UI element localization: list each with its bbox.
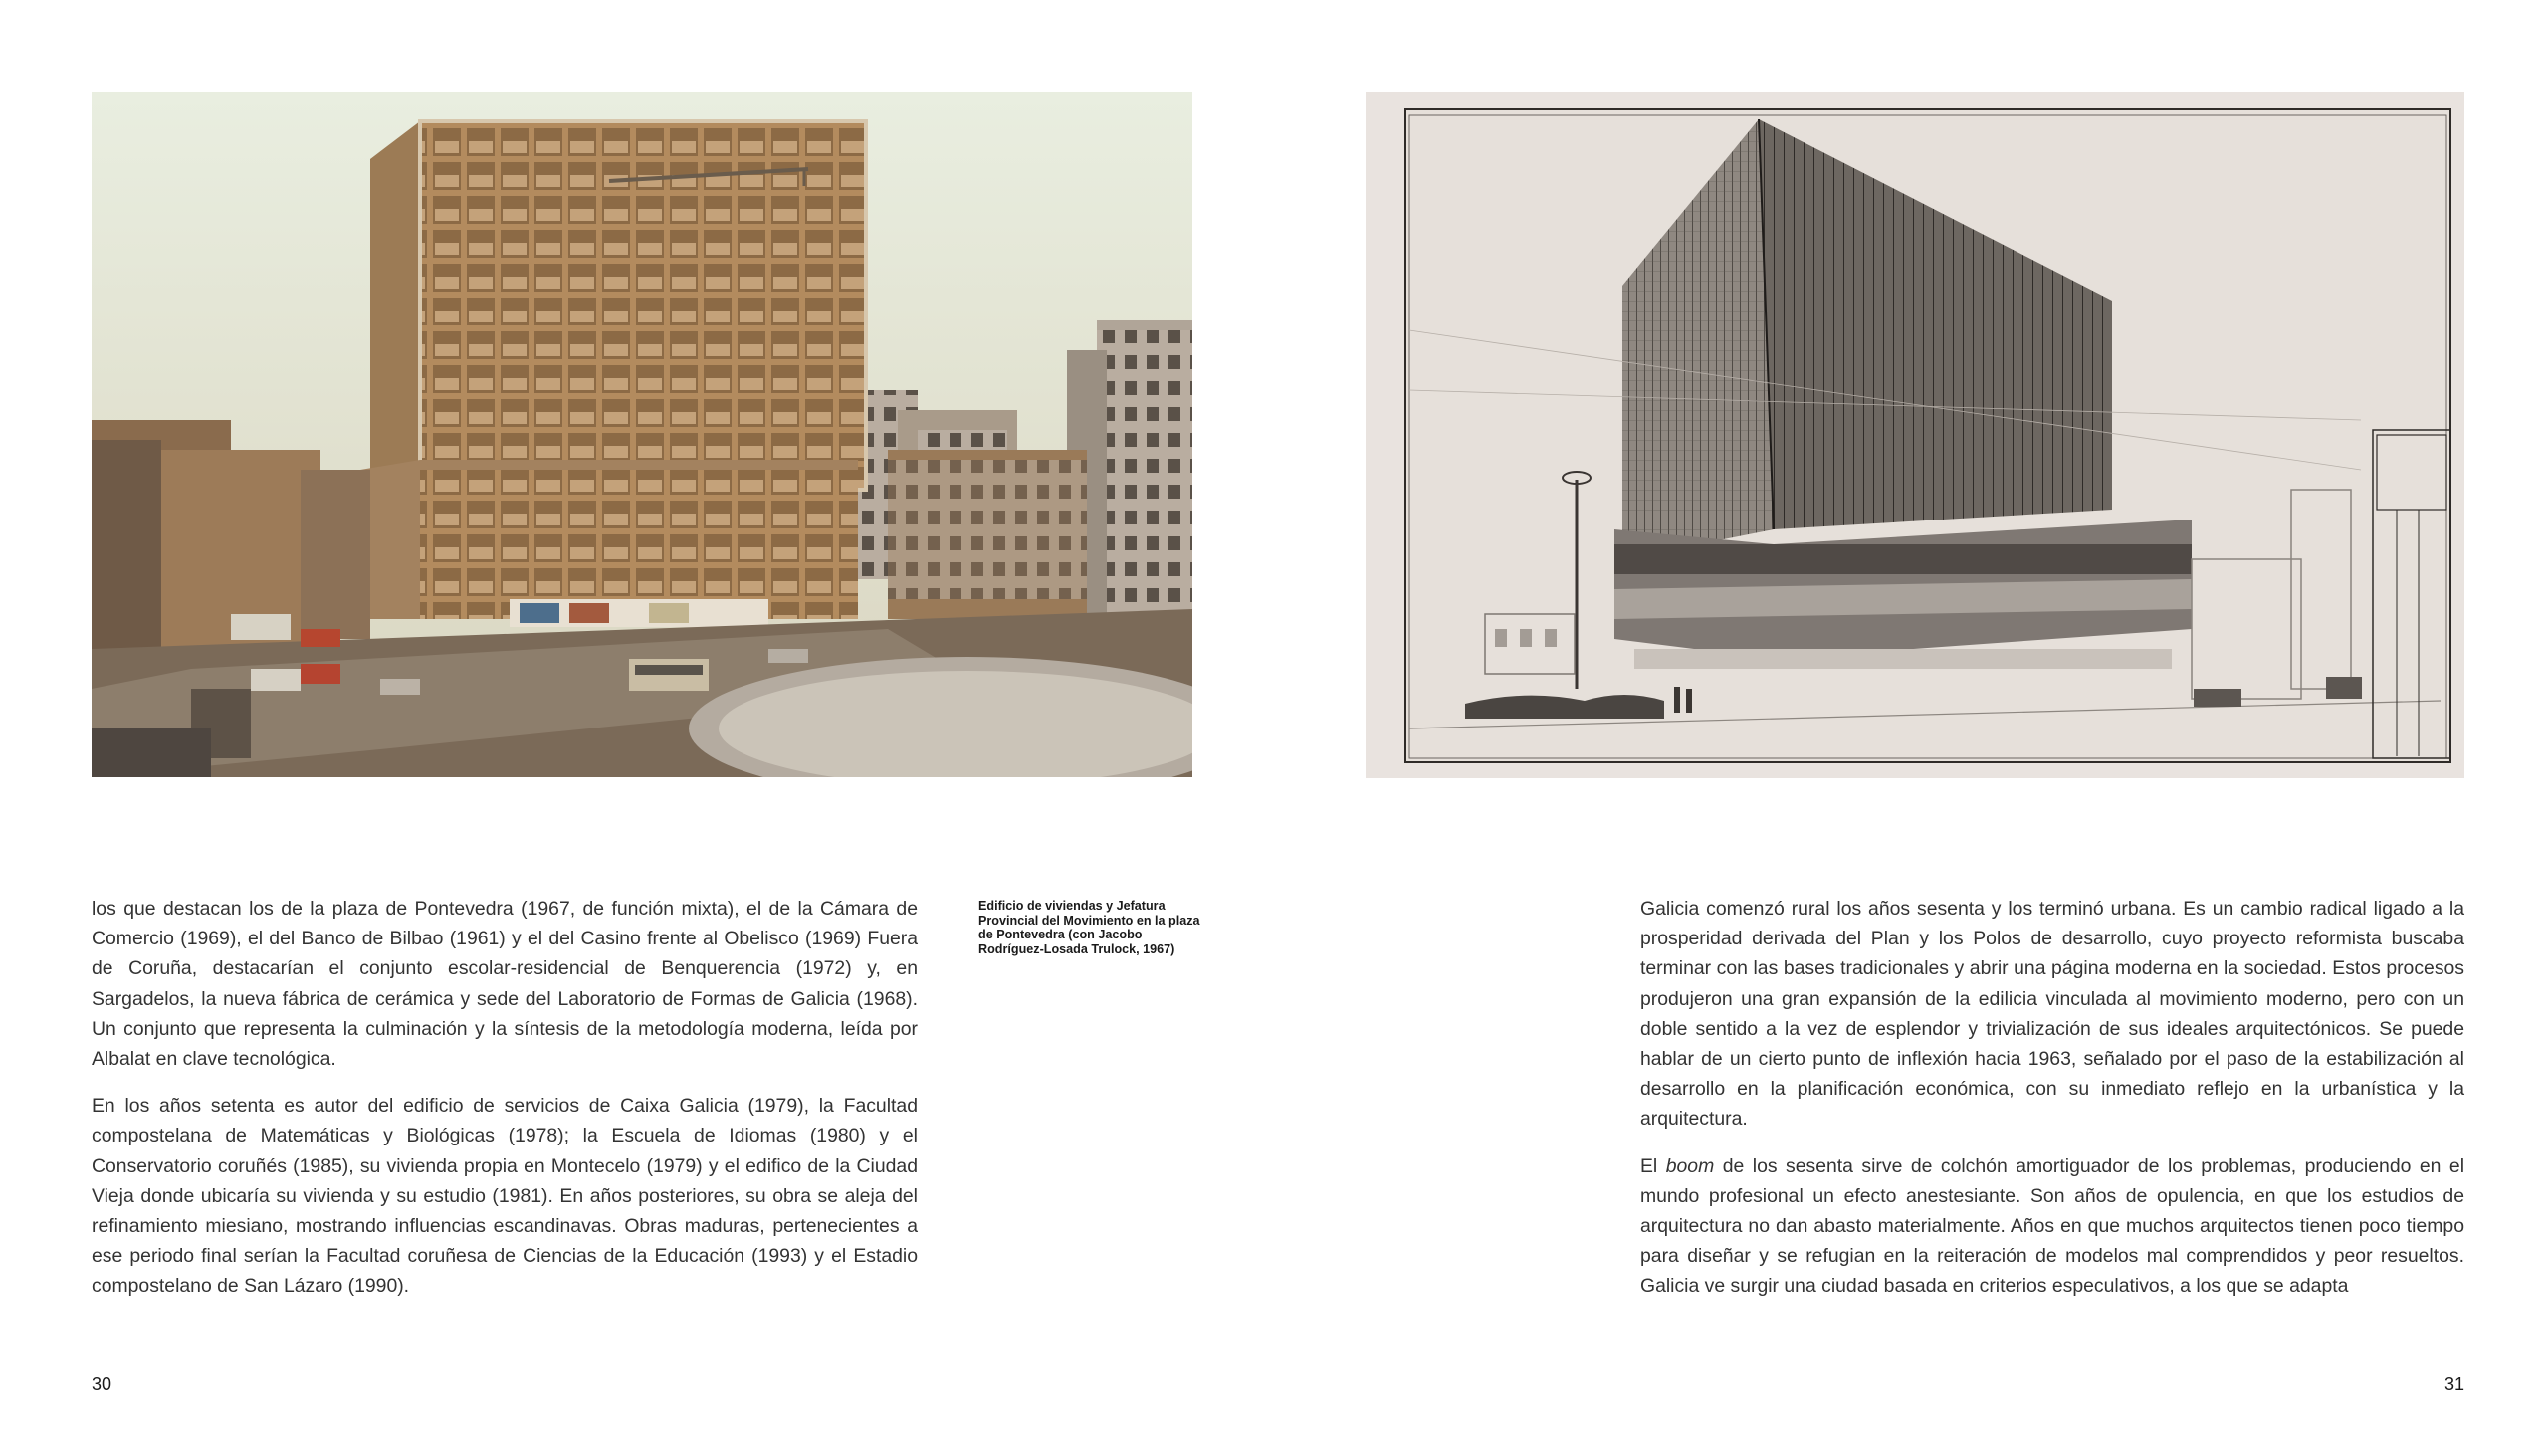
paragraph: Galicia comenzó rural los años sesenta y los terminó urbana. Es un cambio radical ligado a la prosperidad derivada del Plan y los Polos de desarrollo, cuyo proyecto reformista buscaba terminar con las bases tradicionales y abrir una página moderna en la sociedad. Estos procesos produjeron una gran expansión de la edilicia vinculada al movimiento moderno, pero con un doble sentido a la vez de esplendor y trivialización de sus ideales arquitectónicos. Se puede hablar de un cierto punto de inflexión hacia 1963, señalado por el paso de la estabilización al desarrollo en la planificación económica, con su inmediato reflejo en la urbanística y la arquitectura. [1640,898,2464,1131]
photo-caption: Edificio de viviendas y Jefatura Provincial del Movimiento en la plaza de Pontevedra (con Jacobo Rodríguez-Losada Trulock, 1967) [978,899,1200,956]
perspective-drawing [1366,92,2464,778]
paragraph-rest: de los sesenta sirve de colchón amortiguador de los problemas, produciendo en el mundo profesional un efecto anestesiante. Son años de opulencia, en que los estudios de arquitectura no dan abasto materialmente. Años en que muchos arquitectos tienen poco tiempo para diseñar y se refugian en la reiteración de modelos mal comprendidos y peor resueltos. Galicia ve surgir una ciudad basada en criterios especulativos, a los que se adapta [1640,1154,2464,1298]
paragraph [1640,1151,2464,1302]
paragraph: los que destacan los de la plaza de Pontevedra (1967, de función mixta), el de la Cámara de Comercio (1969), el del Banco de Bilbao (1961) y el del Casino frente al Obelisco (1969) Fuera de Coruña, destacarían el conjunto escolar-residencial de Benquerencia (1972) y, en Sargadelos, la nueva fábrica de cerámica y sede del Laboratorio de Formas de Galicia (1968). Un conjunto que representa la culminación y la síntesis de la metodología moderna, leída por Albalat en clave tecnológica. [92,898,918,1071]
paragraph: En los años setenta es autor del edificio de servicios de Caixa Galicia (1979), la Facultad compostelana de Matemáticas y Biológicas (1978); la Escuela de Idiomas (1980) y el Conservatorio coruñés (1985), su vivienda propia en Montecelo (1979) y el edifico de la Ciudad Vieja donde ubicaría su vivienda y su estudio (1981). En años posteriores, su obra se aleja del refinamiento miesiano, mostrando influencias escandinavas. Obras maduras, pertenecientes a ese periodo final serían la Facultad coruñesa de Ciencias de la Educación (1993) y el Estadio compostelano de San Lázaro (1990). [92,1095,918,1298]
paragraph-lead: El [1640,1154,1666,1177]
building-photo [92,92,1192,777]
left-page-body [92,894,918,1319]
page-number-right: 31 [2443,1374,2464,1394]
page-number-left: 30 [92,1374,112,1394]
emphasis-term: boom [1665,1154,1715,1177]
right-page-body [1640,894,2464,1319]
